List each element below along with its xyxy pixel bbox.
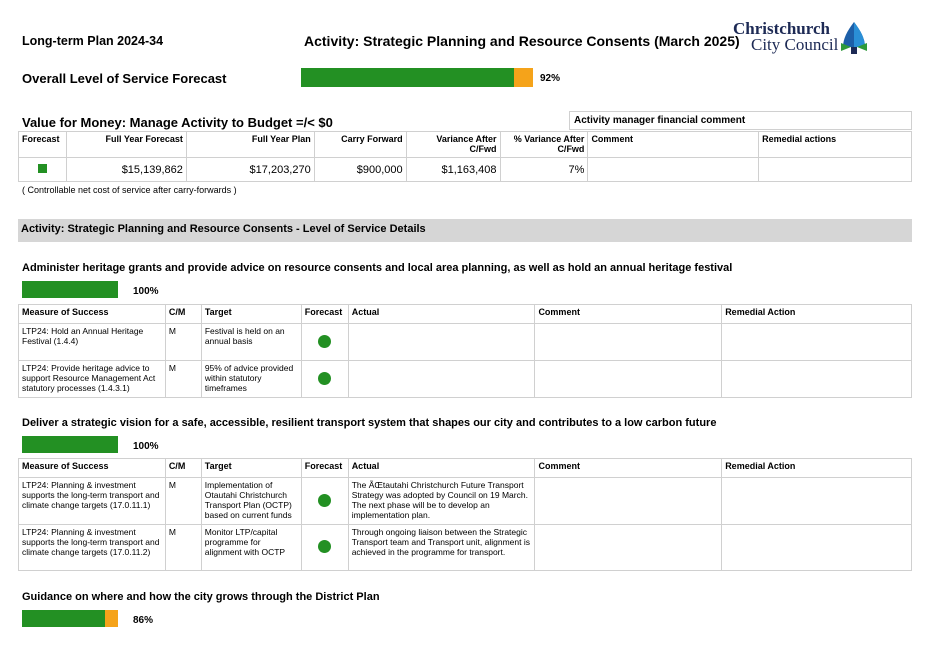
goal-2-percent: 100% bbox=[133, 441, 159, 452]
col-actual: Actual bbox=[348, 305, 535, 324]
col-target: Target bbox=[201, 305, 301, 324]
measure-cell: LTP24: Provide heritage advice to support Resource Management Act statutory processes (1.4.3.1) bbox=[19, 361, 166, 398]
cost-note: ( Controllable net cost of service after carry-forwards ) bbox=[22, 185, 237, 195]
goal-1-progress-fill bbox=[22, 281, 118, 298]
measure-cell: LTP24: Planning & investment supports the long-term transport and climate change targets (17.0.11.1) bbox=[19, 478, 166, 525]
comment-value bbox=[588, 158, 759, 182]
overall-los-label: Overall Level of Service Forecast bbox=[22, 71, 227, 86]
comment-cell bbox=[535, 525, 722, 571]
financial-data-row bbox=[19, 158, 912, 182]
col-forecast: Forecast bbox=[301, 459, 348, 478]
cathedral-logo-icon bbox=[837, 21, 871, 55]
comment-cell bbox=[535, 478, 722, 525]
forecast-cell bbox=[301, 525, 348, 571]
col-variance: Variance After C/Fwd bbox=[406, 132, 500, 158]
forecast-green-square-icon bbox=[38, 164, 47, 173]
table-row bbox=[19, 361, 912, 398]
col-measure: Measure of Success bbox=[19, 459, 166, 478]
financial-header-row bbox=[19, 132, 912, 158]
col-measure: Measure of Success bbox=[19, 305, 166, 324]
remedial-cell bbox=[722, 361, 912, 398]
cm-cell: M bbox=[165, 478, 201, 525]
overall-los-progress-bar bbox=[301, 68, 533, 87]
remedial-cell bbox=[722, 525, 912, 571]
col-target: Target bbox=[201, 459, 301, 478]
carry-forward-value: $900,000 bbox=[314, 158, 406, 182]
activity-report-title: Activity: Strategic Planning and Resource Consents (March 2025) bbox=[304, 33, 740, 49]
actual-cell: Through ongoing liaison between the Strategic Transport team and Transport unit, alignment is achieved in the programme for transport. bbox=[348, 525, 535, 571]
col-comment: Comment bbox=[588, 132, 759, 158]
overall-los-progress-fill bbox=[301, 68, 514, 87]
col-full-year-forecast: Full Year Forecast bbox=[66, 132, 186, 158]
goal-2-title: Deliver a strategic vision for a safe, accessible, resilient transport system that shapes our city and contributes to a low carbon future bbox=[22, 417, 717, 429]
goal-3-title: Guidance on where and how the city grows through the District Plan bbox=[22, 591, 380, 603]
goal-3-progress-bar bbox=[22, 610, 118, 627]
council-logo bbox=[733, 21, 875, 57]
cm-cell: M bbox=[165, 525, 201, 571]
forecast-green-dot-icon bbox=[318, 335, 331, 348]
target-cell: Festival is held on an annual basis bbox=[201, 324, 301, 361]
actual-cell bbox=[348, 324, 535, 361]
comment-cell bbox=[535, 324, 722, 361]
forecast-green-dot-icon bbox=[318, 372, 331, 385]
col-full-year-plan: Full Year Plan bbox=[186, 132, 314, 158]
logo-line-1: Christchurch bbox=[733, 19, 830, 38]
target-cell: 95% of advice provided within statutory timeframes bbox=[201, 361, 301, 398]
forecast-cell bbox=[19, 158, 67, 182]
goal-1-percent: 100% bbox=[133, 286, 159, 297]
col-carry-forward: Carry Forward bbox=[314, 132, 406, 158]
pct-variance-value: 7% bbox=[500, 158, 588, 182]
comment-cell bbox=[535, 361, 722, 398]
table-row bbox=[19, 324, 912, 361]
actual-cell bbox=[348, 361, 535, 398]
table-row bbox=[19, 525, 912, 571]
logo-line-2: City Council bbox=[751, 35, 839, 54]
col-actual: Actual bbox=[348, 459, 535, 478]
remedial-cell bbox=[722, 478, 912, 525]
financial-table bbox=[18, 131, 912, 182]
col-forecast: Forecast bbox=[19, 132, 67, 158]
col-remedial: Remedial actions bbox=[759, 132, 912, 158]
target-cell: Monitor LTP/capital programme for alignment with OCTP bbox=[201, 525, 301, 571]
col-pct-variance: % Variance After C/Fwd bbox=[500, 132, 588, 158]
manager-comment-header: Activity manager financial comment bbox=[569, 111, 912, 130]
goal-2-header-row bbox=[19, 459, 912, 478]
goal-2-progress-fill bbox=[22, 436, 118, 453]
full-year-plan-value: $17,203,270 bbox=[186, 158, 314, 182]
actual-cell: The ÃŒtautahi Christchurch Future Transport Strategy was adopted by Council on 19 March. The next phase will be to develop an implementation plan. bbox=[348, 478, 535, 525]
goal-1-header-row bbox=[19, 305, 912, 324]
forecast-cell bbox=[301, 324, 348, 361]
goal-1-table bbox=[18, 304, 912, 398]
col-cm: C/M bbox=[165, 459, 201, 478]
remedial-value bbox=[759, 158, 912, 182]
goal-1-progress-bar bbox=[22, 281, 118, 298]
full-year-forecast-value: $15,139,862 bbox=[66, 158, 186, 182]
goal-3-progress-fill bbox=[22, 610, 105, 627]
forecast-green-dot-icon bbox=[318, 494, 331, 507]
col-comment: Comment bbox=[535, 459, 722, 478]
cm-cell: M bbox=[165, 361, 201, 398]
col-forecast: Forecast bbox=[301, 305, 348, 324]
goal-1-title: Administer heritage grants and provide advice on resource consents and local area planning, as well as hold an annual heritage festival bbox=[22, 262, 733, 274]
forecast-cell bbox=[301, 361, 348, 398]
variance-value: $1,163,408 bbox=[406, 158, 500, 182]
target-cell: Implementation of Otautahi Christchurch Transport Plan (OCTP) based on current funds bbox=[201, 478, 301, 525]
col-cm: C/M bbox=[165, 305, 201, 324]
col-remedial-action: Remedial Action bbox=[722, 459, 912, 478]
plan-title: Long-term Plan 2024-34 bbox=[22, 34, 164, 48]
table-row bbox=[19, 478, 912, 525]
goal-2-table bbox=[18, 458, 912, 571]
col-remedial-action: Remedial Action bbox=[722, 305, 912, 324]
remedial-cell bbox=[722, 324, 912, 361]
forecast-cell bbox=[301, 478, 348, 525]
cm-cell: M bbox=[165, 324, 201, 361]
goal-2-progress-bar bbox=[22, 436, 118, 453]
measure-cell: LTP24: Hold an Annual Heritage Festival (1.4.4) bbox=[19, 324, 166, 361]
measure-cell: LTP24: Planning & investment supports the long-term transport and climate change targets (17.0.11.2) bbox=[19, 525, 166, 571]
los-details-heading: Activity: Strategic Planning and Resource Consents - Level of Service Details bbox=[18, 219, 912, 242]
forecast-green-dot-icon bbox=[318, 540, 331, 553]
goal-3-percent: 86% bbox=[133, 615, 154, 626]
overall-los-percent: 92% bbox=[540, 73, 561, 84]
vfm-title: Value for Money: Manage Activity to Budget =/< $0 bbox=[22, 115, 333, 130]
col-comment: Comment bbox=[535, 305, 722, 324]
